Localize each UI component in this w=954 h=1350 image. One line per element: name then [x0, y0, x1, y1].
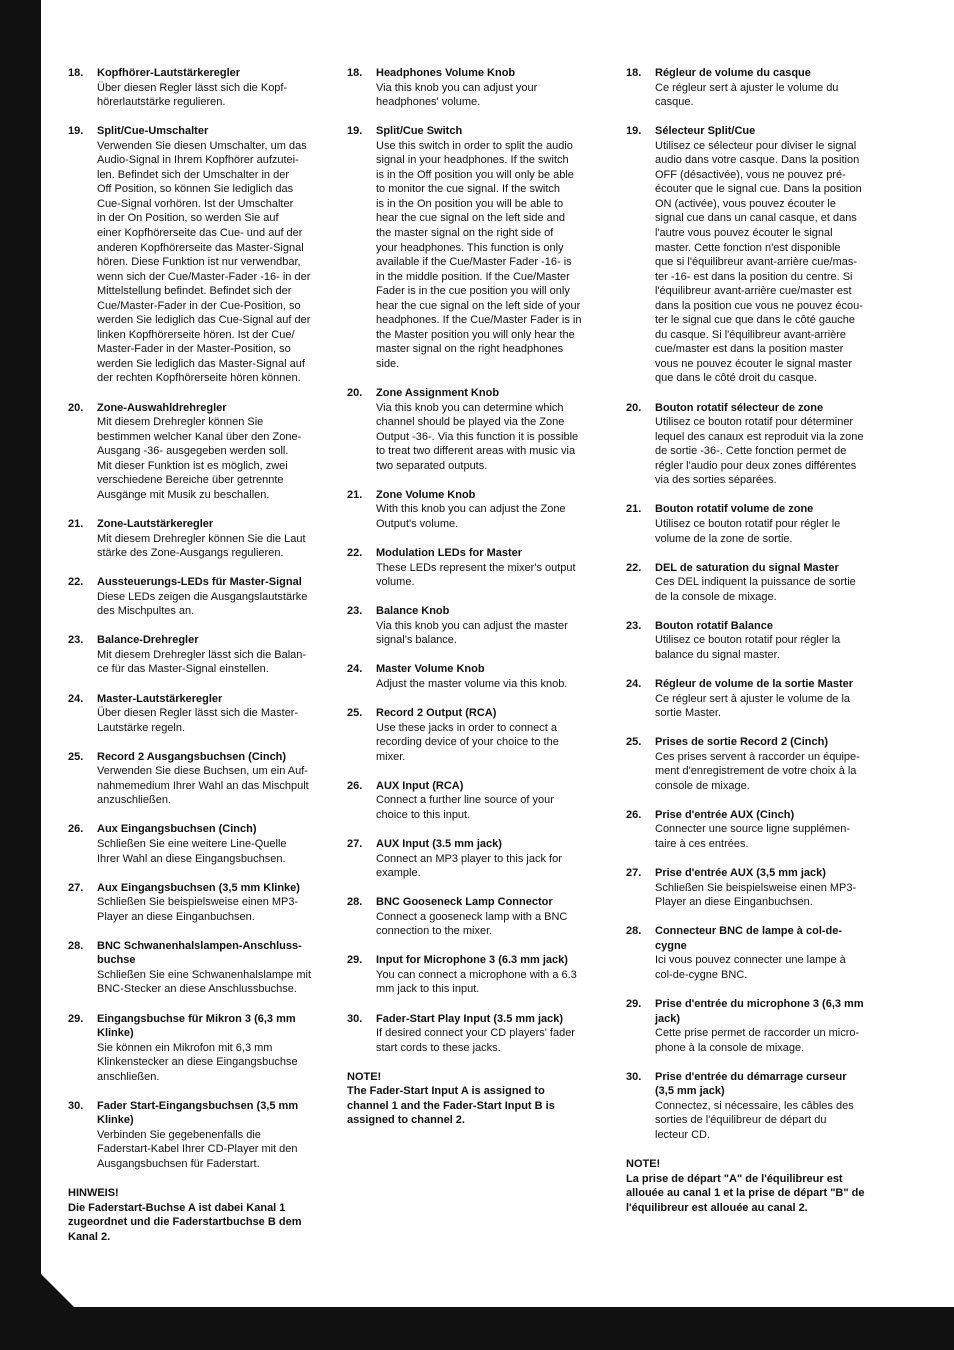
item-description: Cette prise permet de raccorder un micro- phone à la console de mixage. [655, 1027, 860, 1054]
item-description: Connecter une source ligne supplémen- taire à ces entrées. [655, 823, 851, 850]
item-description: Connect a further line source of your choice to this input. [376, 794, 554, 821]
section-item [626, 502, 888, 546]
item-body [655, 866, 888, 910]
item-number: 19. [68, 125, 84, 138]
item-description: Connectez, si nécessaire, les câbles des sorties de l'équilibreur de départ du lecteur CD. [655, 1099, 854, 1141]
section-item [626, 735, 888, 793]
section-item [347, 1012, 609, 1056]
section-item [347, 895, 609, 939]
item-number: 30. [68, 1099, 84, 1112]
item-body [97, 939, 330, 997]
item-description: Utilisez ce bouton rotatif pour régler le volume de la zone de sortie. [655, 517, 841, 545]
item-description: Utilisez ce sélecteur pour diviser le signal audio dans votre casque. Dans la position OFF (désactivée), vous ne pouvez pré- écouter que le signal cue. Dans la position ON (activée), vous pouvez écouter le signal cue dans un canal casque, et dans l'autre vous pouvez écouter le signal master. Cette fonction n'est disponible que si l'équilibreur avant-arrière cue/mas- ter -16- est dans la position du centre. Si l'équilibreur avant-arrière cue/master est dans la position cue vous ne pouvez écou- ter le signal cue que dans le côté gauche du casque. Si l'équilibreur avant-arrière cue/master est dans la position master vous ne pouvez écouter le signal master que dans le côté droit du casque. [655, 139, 863, 385]
left-margin-bar [0, 0, 41, 1350]
item-body [376, 546, 609, 590]
note-text: Die Faderstart-Buchse A ist dabei Kanal 1 zugeordnet und die Faderstartbuchse B dem Kanal 2. [68, 1201, 302, 1243]
section-item [626, 924, 888, 982]
item-number: 22. [347, 547, 363, 560]
item-description: Mit diesem Drehregler können Sie die Laut stärke des Zone-Ausgangs regulieren. [97, 532, 306, 560]
item-title: Balance-Drehregler [97, 634, 199, 647]
item-title: Headphones Volume Knob [376, 67, 516, 79]
section-item [68, 124, 330, 386]
item-number: 29. [347, 954, 363, 967]
section-item [347, 604, 609, 648]
item-title: Zone Assignment Knob [376, 387, 500, 400]
section-item [68, 633, 330, 677]
section-item [347, 546, 609, 590]
item-body [655, 401, 888, 488]
item-body [655, 66, 888, 110]
item-body [655, 1070, 888, 1143]
item-number: 27. [626, 867, 642, 880]
item-number: 29. [626, 998, 642, 1010]
item-number: 19. [347, 125, 363, 138]
item-title: Eingangsbuchse für Mikron 3 (6,3 mm Klinke) [97, 1012, 296, 1040]
item-number: 26. [347, 779, 363, 792]
item-body [655, 619, 888, 663]
item-title: Modulation LEDs for Master [376, 547, 523, 560]
page-corner-cut [41, 1274, 75, 1308]
item-number: 24. [347, 663, 363, 676]
item-description: Ce régleur sert à ajuster le volume du casque. [655, 81, 839, 109]
item-title: Connecteur BNC de lampe à col-de- cygne [655, 925, 843, 952]
item-number: 25. [68, 750, 84, 763]
item-body [655, 924, 888, 982]
section-item [347, 386, 609, 473]
item-description: Use this switch in order to split the audio signal in your headphones. If the switch is in the Off position you will only be able to monitor the cue signal. If the switch is in the On position you will be able to hear the cue signal on the left side and the master signal on the right side of your headphones. This function is only available if the Cue/Master Fader -16- is in the middle position. If the Cue/Master Fader is in the cue position you will only hear the cue signal on the left side of your headphones. If the Cue/Master Fader is in the Master position you will only hear the master signal on the right headphones side. [376, 139, 582, 370]
item-body [655, 677, 888, 721]
section-item [626, 677, 888, 721]
item-description: Schließen Sie eine weitere Line-Quelle Ihrer Wahl an diese Eingangsbuchsen. [97, 837, 287, 865]
item-body [655, 997, 888, 1055]
item-body [97, 124, 330, 386]
item-title: Prises de sortie Record 2 (Cinch) [655, 736, 828, 749]
item-description: Connect a gooseneck lamp with a BNC connection to the mixer. [376, 910, 568, 938]
item-body [376, 488, 609, 532]
item-description: Ces DEL indiquent la puissance de sortie de la console de mixage. [655, 576, 856, 603]
item-description: Utilisez ce bouton rotatif pour déterminer lequel des canaux est reproduit via la zone de sortie -36-. Cette fonction permet de régler l'audio pour deux zones différentes via des sorties séparées. [655, 416, 864, 487]
item-title: Record 2 Output (RCA) [376, 707, 497, 720]
note-text: The Fader-Start Input A is assigned to channel 1 and the Fader-Start Input B is assigned to channel 2. [347, 1085, 555, 1127]
item-body [655, 808, 888, 852]
item-number: 22. [68, 576, 84, 589]
item-body [655, 735, 888, 793]
item-description: Adjust the master volume via this knob. [376, 677, 568, 690]
item-body [97, 517, 330, 561]
item-description: You can connect a microphone with a 6.3 mm jack to this input. [376, 968, 577, 996]
item-title: Sélecteur Split/Cue [655, 125, 756, 138]
item-title: Input for Microphone 3 (6.3 mm jack) [376, 954, 568, 967]
item-number: 20. [347, 387, 363, 400]
section-item [68, 881, 330, 925]
item-title: AUX Input (3.5 mm jack) [376, 837, 502, 850]
item-number: 29. [68, 1012, 84, 1025]
section-item [347, 953, 609, 997]
item-title: Zone Volume Knob [376, 488, 476, 501]
item-number: 24. [68, 692, 84, 705]
item-body [376, 662, 609, 691]
item-description: Schließen Sie eine Schwanenhalslampe mit BNC-Stecker an diese Anschlussbuchse. [97, 968, 312, 996]
section-item [68, 692, 330, 736]
item-description: Schließen Sie beispielsweise einen MP3- Player an diese Einganbuchsen. [97, 896, 299, 923]
item-number: 25. [347, 707, 363, 720]
item-body [655, 561, 888, 605]
item-number: 25. [626, 736, 642, 749]
item-number: 21. [68, 517, 84, 530]
section-item [68, 1099, 330, 1172]
item-title: Master-Lautstärkeregler [97, 692, 223, 705]
item-number: 28. [626, 925, 642, 938]
item-title: Zone-Auswahldrehregler [97, 401, 227, 414]
item-description: Via this knob you can adjust your headphones' volume. [376, 81, 538, 109]
item-title: Prise d'entrée AUX (Cinch) [655, 808, 795, 821]
section-item [626, 619, 888, 663]
item-title: Record 2 Ausgangsbuchsen (Cinch) [97, 750, 287, 763]
item-description: Mit diesem Drehregler lässt sich die Balan- ce für das Master-Signal einstellen. [97, 648, 307, 676]
item-body [376, 706, 609, 764]
item-title: Aussteuerungs-LEDs für Master-Signal [97, 576, 302, 589]
item-number: 20. [626, 401, 642, 414]
item-description: These LEDs represent the mixer's output volume. [376, 561, 576, 589]
item-body [97, 822, 330, 866]
item-number: 18. [626, 67, 642, 79]
item-title: Split/Cue-Umschalter [97, 125, 209, 138]
item-number: 30. [347, 1012, 363, 1025]
item-number: 27. [68, 881, 84, 894]
item-description: Connect an MP3 player to this jack for example. [376, 852, 562, 880]
item-description: Ce régleur sert à ajuster le volume de la sortie Master. [655, 692, 851, 720]
item-title: Kopfhörer-Lautstärkeregler [97, 67, 241, 79]
section-item [347, 779, 609, 823]
section-item [626, 1070, 888, 1143]
item-title: Régleur de volume de la sortie Master [655, 677, 854, 690]
item-description: Via this knob you can adjust the master signal's balance. [376, 619, 568, 647]
item-number: 28. [347, 896, 363, 909]
item-title: Balance Knob [376, 605, 450, 618]
section-item [347, 124, 609, 371]
item-number: 21. [626, 503, 642, 516]
item-title: Fader-Start Play Input (3.5 mm jack) [376, 1012, 564, 1025]
item-title: Régleur de volume du casque [655, 67, 811, 79]
item-title: Prise d'entrée du microphone 3 (6,3 mm jack) [655, 998, 864, 1025]
item-body [376, 124, 609, 371]
section-item [68, 517, 330, 561]
item-title: Split/Cue Switch [376, 125, 463, 138]
item-body [376, 953, 609, 997]
bottom-margin-bar [0, 1307, 954, 1350]
item-number: 18. [68, 67, 84, 79]
item-number: 18. [347, 67, 363, 79]
item-number: 27. [347, 837, 363, 850]
english-column [347, 66, 609, 1128]
item-body [376, 386, 609, 473]
item-body [376, 895, 609, 939]
item-number: 28. [68, 939, 84, 952]
item-description: Verbinden Sie gegebenenfalls die Faderstart-Kabel Ihrer CD-Player mit den Ausgangsbuchsen für Faderstart. [97, 1128, 298, 1171]
item-title: BNC Gooseneck Lamp Connector [376, 896, 553, 909]
item-body [376, 66, 609, 110]
item-title: AUX Input (RCA) [376, 779, 464, 792]
item-body [97, 692, 330, 736]
item-title: Aux Eingangsbuchsen (3,5 mm Klinke) [97, 881, 300, 894]
item-number: 23. [347, 605, 363, 618]
section-item [626, 997, 888, 1055]
german-column [68, 66, 330, 1244]
item-title: Aux Eingangsbuchsen (Cinch) [97, 823, 257, 836]
item-number: 21. [347, 488, 363, 501]
item-number: 26. [68, 823, 84, 836]
item-description: Via this knob you can determine which channel should be played via the Zone Output -36-. Via this function it is possible to treat two different areas with music via two separated outputs. [376, 401, 579, 472]
section-item [68, 1012, 330, 1085]
item-title: Bouton rotatif volume de zone [655, 503, 814, 516]
item-description: Utilisez ce bouton rotatif pour régler la balance du signal master. [655, 634, 841, 661]
item-body [97, 66, 330, 110]
item-body [97, 1012, 330, 1085]
note-title: HINWEIS! [68, 1187, 119, 1200]
note-block [347, 1070, 609, 1128]
item-description: Sie können ein Mikrofon mit 6,3 mm Klinkenstecker an diese Eingangsbuchse anschließen. [97, 1041, 298, 1083]
item-body [97, 1099, 330, 1172]
item-body [97, 575, 330, 619]
note-title: NOTE! [347, 1070, 382, 1083]
item-title: DEL de saturation du signal Master [655, 561, 839, 574]
item-description: Schließen Sie beispielsweise einen MP3- Player an diese Einganbuchsen. [655, 881, 857, 909]
section-item [626, 66, 888, 110]
section-item [68, 939, 330, 997]
item-number: 20. [68, 401, 84, 414]
section-item [347, 488, 609, 532]
item-body [655, 124, 888, 386]
item-description: Über diesen Regler lässt sich die Kopf- hörerlautstärke regulieren. [97, 81, 288, 109]
item-description: Über diesen Regler lässt sich die Master- Lautstärke regeln. [97, 707, 299, 734]
item-body [376, 1012, 609, 1056]
item-title: Fader Start-Eingangsbuchsen (3,5 mm Klinke) [97, 1099, 299, 1127]
section-item [347, 706, 609, 764]
section-item [626, 866, 888, 910]
item-description: Diese LEDs zeigen die Ausgangslautstärke des Mischpultes an. [97, 590, 308, 618]
section-item [68, 750, 330, 808]
item-description: Ici vous pouvez connecter une lampe à col-de-cygne BNC. [655, 954, 846, 981]
item-body [376, 837, 609, 881]
item-description: With this knob you can adjust the Zone Output's volume. [376, 503, 566, 530]
section-item [626, 401, 888, 488]
section-item [68, 401, 330, 503]
item-description: Ces prises servent à raccorder un équipe- ment d'enregistrement de votre choix à la console de mixage. [655, 750, 860, 792]
item-title: Bouton rotatif sélecteur de zone [655, 401, 824, 414]
item-number: 23. [626, 619, 642, 632]
section-item [626, 808, 888, 852]
item-body [655, 502, 888, 546]
section-item [68, 575, 330, 619]
note-block [626, 1157, 888, 1215]
item-number: 23. [68, 634, 84, 647]
item-body [97, 633, 330, 677]
section-item [626, 124, 888, 386]
french-column [626, 66, 888, 1215]
item-title: Bouton rotatif Balance [655, 619, 773, 632]
section-item [347, 662, 609, 691]
section-item [626, 561, 888, 605]
item-body [97, 401, 330, 503]
item-number: 30. [626, 1070, 642, 1083]
section-item [68, 822, 330, 866]
section-item [68, 66, 330, 110]
section-item [347, 66, 609, 110]
item-title: Prise d'entrée AUX (3,5 mm jack) [655, 867, 826, 880]
item-body [376, 604, 609, 648]
item-number: 22. [626, 561, 642, 574]
item-description: If desired connect your CD players' fader start cords to these jacks. [376, 1027, 575, 1054]
item-title: Master Volume Knob [376, 663, 485, 676]
item-body [376, 779, 609, 823]
item-title: BNC Schwanenhalslampen-Anschluss- buchse [97, 939, 302, 967]
item-description: Verwenden Sie diese Buchsen, um ein Auf- nahmemedium Ihrer Wahl an das Mischpult anzuschließen. [97, 765, 309, 807]
section-item [347, 837, 609, 881]
item-number: 24. [626, 677, 642, 690]
item-description: Verwenden Sie diesen Umschalter, um das Audio-Signal in Ihrem Kopfhörer aufzutei- len. Befindet sich der Umschalter in der Off Position, so können Sie lediglich das Cue-Signal vorhören. Ist der Umschalter in der On Position, so werden Sie auf einer Kopfhörerseite das Cue- und auf der anderen Kopfhörerseite das Master-Signal hören. Diese Funktion ist nur verwendbar, wenn sich der Cue/Master-Fader -16- in der Mittelstellung befindet. Befindet sich der Cue/Master-Fader in der Cue-Position, so werden Sie lediglich das Cue-Signal auf der linken Kopfhörerseite hören. Ist der Cue/ Master-Fader in der Master-Position, so werden Sie lediglich das Master-Signal auf der rechten Kopfhörerseite hören können. [97, 139, 311, 385]
note-title: NOTE! [626, 1158, 661, 1171]
item-description: Use these jacks in order to connect a recording device of your choice to the mixer. [376, 721, 559, 763]
item-description: Mit diesem Drehregler können Sie bestimmen welcher Kanal über den Zone- Ausgang -36- ausgegeben werden soll. Mit dieser Funktion ist es möglich, zwei verschiedene Bereiche über getrennte Ausgänge mit Musik zu beschallen. [97, 416, 302, 501]
item-number: 26. [626, 808, 642, 821]
note-block [68, 1186, 330, 1244]
item-title: Zone-Lautstärkeregler [97, 517, 214, 530]
item-number: 19. [626, 125, 642, 138]
item-body [97, 881, 330, 925]
item-title: Prise d'entrée du démarrage curseur (3,5 mm jack) [655, 1070, 847, 1098]
item-body [97, 750, 330, 808]
note-text: La prise de départ "A" de l'équilibreur est allouée au canal 1 et la prise de départ "B" de l'équilibreur est allouée au canal 2. [626, 1172, 865, 1214]
